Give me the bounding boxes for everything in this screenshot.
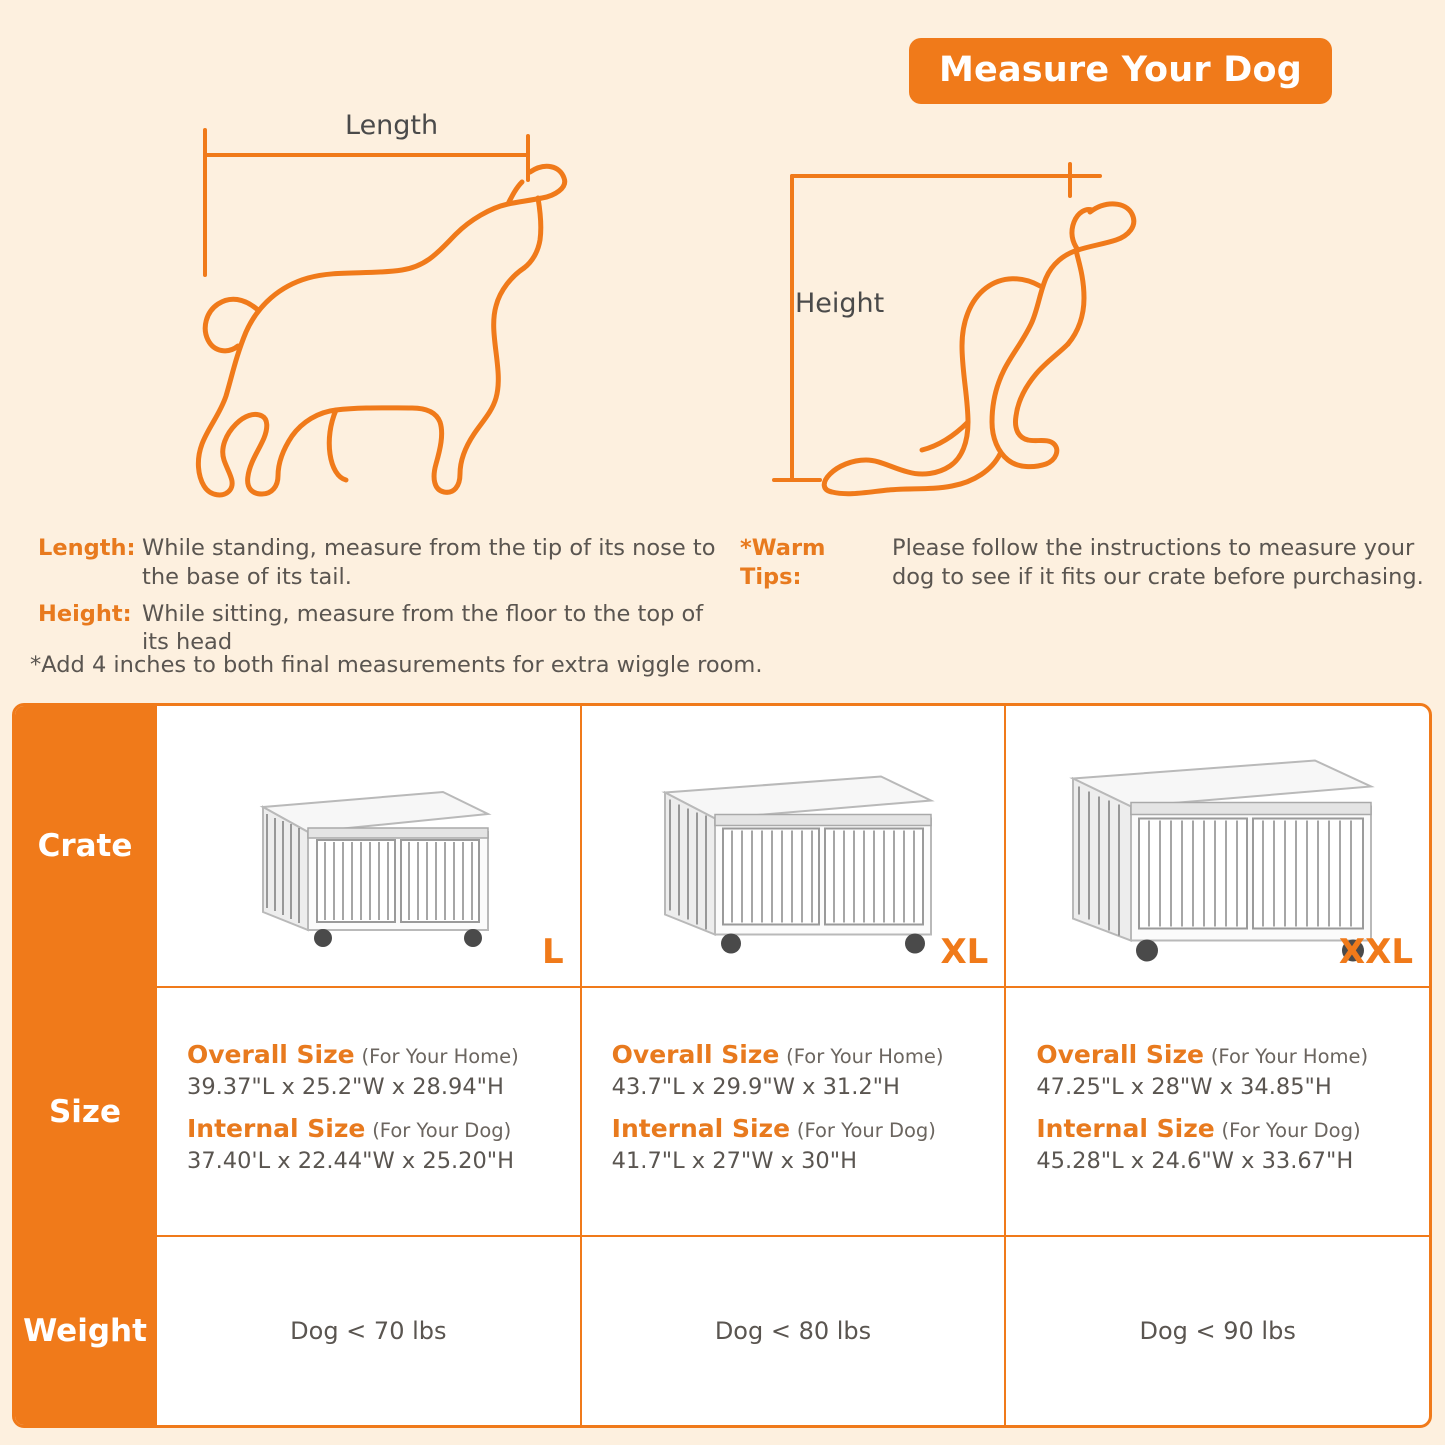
overall-size-dims-xl: 43.7"L x 29.9"W x 31.2"H (611, 1074, 900, 1101)
table-row-size (15, 986, 1429, 1235)
dog-standing-outline-icon (140, 100, 620, 520)
length-label: Length (345, 110, 439, 141)
length-text: While standing, measure from the tip of its nose to the base of its tail. (142, 535, 716, 590)
dog-standing-diagram (140, 100, 620, 520)
height-text: While sitting, measure from the floor to the top of its head (142, 600, 704, 656)
wiggle-room-note: *Add 4 inches to both final measurements for extra wiggle room. (30, 652, 763, 678)
overall-size-label-xxl: Overall Size (1036, 1039, 1204, 1069)
internal-size-label-xl: Internal Size (611, 1113, 791, 1143)
row-header-crate: Crate (15, 706, 155, 986)
table-row-weight (15, 1235, 1429, 1425)
weight-value-l: Dog < 70 lbs (290, 1317, 447, 1345)
size-cell-xl (580, 988, 1005, 1235)
size-tag-xxl: XXL (1338, 932, 1414, 972)
internal-size-sub-xl: (For Your Dog) (796, 1118, 936, 1142)
table-row-crate (15, 706, 1429, 986)
internal-size-label-xxl: Internal Size (1036, 1113, 1215, 1143)
row-header-size: Size (15, 988, 155, 1235)
crate-image-xl (643, 744, 943, 959)
internal-size-label-l: Internal Size (187, 1113, 366, 1143)
internal-size-dims-xxl: 45.28"L x 24.6"W x 33.67"H (1036, 1148, 1354, 1174)
overall-size-label-l: Overall Size (187, 1039, 355, 1069)
internal-size-dims-l: 37.40'L x 22.44"W x 25.20"H (187, 1148, 515, 1174)
overall-size-dims-l: 39.37"L x 25.2"W x 28.94"H (187, 1074, 504, 1101)
size-cell-xxl (1004, 988, 1429, 1235)
warm-tips-key: *Warm Tips: (740, 535, 826, 590)
crate-cell-l (155, 706, 580, 986)
crate-image-l (233, 752, 503, 952)
size-comparison-table (12, 703, 1432, 1428)
measure-instructions (38, 534, 718, 665)
overall-size-label-xl: Overall Size (611, 1039, 780, 1069)
overall-size-dims-xxl: 47.25"L x 28"W x 34.85"H (1036, 1074, 1332, 1101)
crate-cell-xxl (1004, 706, 1429, 986)
dog-sitting-diagram (760, 150, 1240, 520)
crate-cell-xl (580, 706, 1005, 986)
height-label: Height (795, 288, 885, 319)
size-tag-xl: XL (940, 932, 989, 972)
weight-cell-l (155, 1237, 580, 1425)
overall-size-sub-l: (For Your Home) (361, 1044, 519, 1068)
weight-cell-xxl (1004, 1237, 1429, 1425)
weight-cell-xl (580, 1237, 1005, 1425)
internal-size-sub-xxl: (For Your Dog) (1221, 1118, 1361, 1142)
overall-size-sub-xxl: (For Your Home) (1210, 1044, 1369, 1068)
warm-tips-text: Please follow the instructions to measure your dog to see if it fits our crate before purchasing. (892, 535, 1424, 590)
internal-size-dims-xl: 41.7"L x 27"W x 30"H (611, 1148, 858, 1174)
warm-tips (740, 534, 1430, 592)
weight-value-xxl: Dog < 90 lbs (1139, 1317, 1296, 1345)
size-cell-l (155, 988, 580, 1235)
overall-size-sub-xl: (For Your Home) (786, 1044, 944, 1068)
weight-value-xl: Dog < 80 lbs (714, 1317, 872, 1345)
dog-sitting-outline-icon (760, 150, 1240, 520)
internal-size-sub-l: (For Your Dog) (372, 1118, 512, 1142)
row-header-weight: Weight (15, 1237, 155, 1425)
height-instruction-row (38, 600, 718, 658)
page-title-badge: Measure Your Dog (909, 38, 1332, 104)
size-tag-l: L (542, 932, 564, 972)
crate-image-xxl (1053, 734, 1383, 969)
length-instruction-row (38, 534, 718, 592)
height-key: Height: (38, 600, 132, 627)
length-key: Length: (38, 535, 136, 561)
